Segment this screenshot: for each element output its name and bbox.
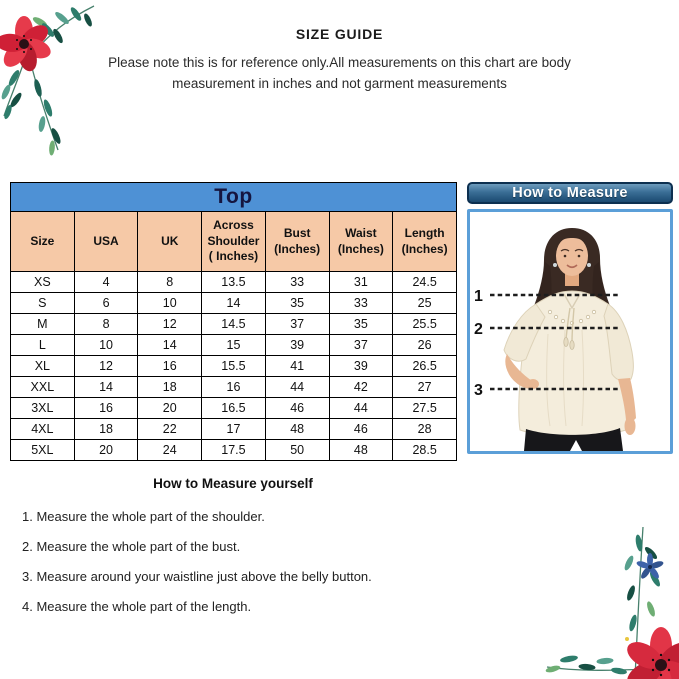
table-row <box>11 272 457 293</box>
size-value-cell: 15 <box>202 335 266 356</box>
size-value-cell: 27.5 <box>393 398 457 419</box>
table-row <box>11 335 457 356</box>
size-value-cell: 44 <box>329 398 393 419</box>
table-row <box>11 293 457 314</box>
size-value-cell: 46 <box>265 398 329 419</box>
size-value-cell: 48 <box>265 419 329 440</box>
size-value-cell: 12 <box>74 356 138 377</box>
size-label-cell: XL <box>11 356 75 377</box>
size-value-cell: 48 <box>329 440 393 461</box>
size-label-cell: XXL <box>11 377 75 398</box>
size-value-cell: 6 <box>74 293 138 314</box>
size-value-cell: 22 <box>138 419 202 440</box>
size-value-cell: 41 <box>265 356 329 377</box>
size-label-cell: S <box>11 293 75 314</box>
size-value-cell: 50 <box>265 440 329 461</box>
size-value-cell: 14 <box>138 335 202 356</box>
column-header: Waist (Inches) <box>329 212 393 272</box>
measure-marker-1: 1 <box>474 288 483 305</box>
size-value-cell: 4 <box>74 272 138 293</box>
size-value-cell: 14 <box>202 293 266 314</box>
size-value-cell: 20 <box>74 440 138 461</box>
instruction-item-1: 1. Measure the whole part of the shoulder. <box>22 509 265 524</box>
page-title: SIZE GUIDE <box>295 26 384 42</box>
instructions-title: How to Measure yourself <box>153 476 313 491</box>
size-value-cell: 42 <box>329 377 393 398</box>
size-value-cell: 17 <box>202 419 266 440</box>
how-to-measure-header: How to Measure <box>467 182 673 204</box>
size-value-cell: 14 <box>74 377 138 398</box>
table-row <box>11 356 457 377</box>
red-flower <box>623 627 679 679</box>
earring <box>587 263 591 267</box>
size-label-cell: XS <box>11 272 75 293</box>
size-value-cell: 37 <box>329 335 393 356</box>
column-header: Length (Inches) <box>393 212 457 272</box>
size-label-cell: 5XL <box>11 440 75 461</box>
size-value-cell: 46 <box>329 419 393 440</box>
size-value-cell: 33 <box>265 272 329 293</box>
size-value-cell: 33 <box>329 293 393 314</box>
size-value-cell: 8 <box>74 314 138 335</box>
column-header: Size <box>11 212 75 272</box>
size-label-cell: 4XL <box>11 419 75 440</box>
floral-decoration-bottom-right <box>539 519 679 679</box>
disclaimer-line-2: measurement in inches and not garment measurements <box>172 75 507 91</box>
column-header: USA <box>74 212 138 272</box>
size-value-cell: 39 <box>265 335 329 356</box>
size-value-cell: 10 <box>74 335 138 356</box>
table-title-row <box>11 183 457 212</box>
instruction-item-3: 3. Measure around your waistline just above the belly button. <box>22 569 372 584</box>
size-value-cell: 16.5 <box>202 398 266 419</box>
table-row <box>11 440 457 461</box>
disclaimer-line-1: Please note this is for reference only.All measurements on this chart are body <box>108 55 571 70</box>
size-value-cell: 35 <box>265 293 329 314</box>
size-value-cell: 24 <box>138 440 202 461</box>
table-row <box>11 314 457 335</box>
size-value-cell: 18 <box>138 377 202 398</box>
page-header <box>0 26 679 95</box>
size-value-cell: 24.5 <box>393 272 457 293</box>
size-chart-section <box>10 182 457 461</box>
size-value-cell: 26 <box>393 335 457 356</box>
disclaimer-text <box>0 53 679 95</box>
size-value-cell: 25 <box>393 293 457 314</box>
size-value-cell: 16 <box>74 398 138 419</box>
size-value-cell: 31 <box>329 272 393 293</box>
table-header-row <box>11 212 457 272</box>
table-row <box>11 377 457 398</box>
table-row <box>11 398 457 419</box>
how-to-measure-panel <box>467 182 673 454</box>
model-face <box>556 236 588 276</box>
instruction-item-4: 4. Measure the whole part of the length. <box>22 599 252 614</box>
size-value-cell: 8 <box>138 272 202 293</box>
measure-marker-2: 2 <box>474 321 483 338</box>
size-table <box>10 182 457 461</box>
model-right-hand <box>625 417 636 435</box>
model-figure <box>470 212 670 451</box>
model-left-hand <box>527 379 539 389</box>
size-value-cell: 35 <box>329 314 393 335</box>
size-value-cell: 25.5 <box>393 314 457 335</box>
table-row <box>11 419 457 440</box>
size-label-cell: L <box>11 335 75 356</box>
size-label-cell: M <box>11 314 75 335</box>
instruction-item-2: 2. Measure the whole part of the bust. <box>22 539 241 554</box>
column-header: Across Shoulder ( Inches) <box>202 212 266 272</box>
size-value-cell: 37 <box>265 314 329 335</box>
size-value-cell: 39 <box>329 356 393 377</box>
size-value-cell: 27 <box>393 377 457 398</box>
size-value-cell: 13.5 <box>202 272 266 293</box>
size-value-cell: 15.5 <box>202 356 266 377</box>
column-header: UK <box>138 212 202 272</box>
size-value-cell: 16 <box>138 356 202 377</box>
measure-instructions-section <box>0 476 466 630</box>
earring <box>553 263 557 267</box>
table-title: Top <box>11 183 457 212</box>
size-value-cell: 20 <box>138 398 202 419</box>
measure-marker-3: 3 <box>474 382 483 399</box>
size-label-cell: 3XL <box>11 398 75 419</box>
size-value-cell: 10 <box>138 293 202 314</box>
size-table-body <box>11 272 457 461</box>
size-value-cell: 18 <box>74 419 138 440</box>
column-header: Bust (Inches) <box>265 212 329 272</box>
size-value-cell: 44 <box>265 377 329 398</box>
size-value-cell: 16 <box>202 377 266 398</box>
size-value-cell: 28.5 <box>393 440 457 461</box>
size-value-cell: 14.5 <box>202 314 266 335</box>
model-photo-box <box>467 209 673 454</box>
size-value-cell: 28 <box>393 419 457 440</box>
size-value-cell: 17.5 <box>202 440 266 461</box>
size-value-cell: 12 <box>138 314 202 335</box>
size-value-cell: 26.5 <box>393 356 457 377</box>
